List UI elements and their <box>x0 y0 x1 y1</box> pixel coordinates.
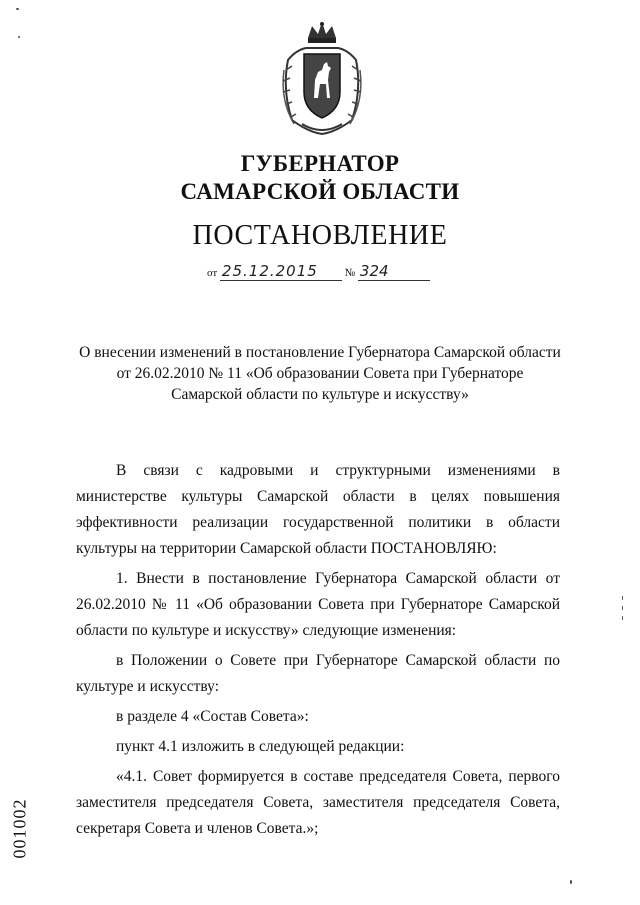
body-paragraph-section: в разделе 4 «Состав Совета»: <box>116 708 309 725</box>
body-paragraph-preamble: В связи с кадровыми и структурными изменениями в министерстве культуры Самарской области в целях повышения эффективности реализации государственной политики в области культуры на территории Самарской области ПОСТАНОВЛЯЮ: <box>76 462 560 557</box>
handwritten-date: 25.12.2015 <box>220 262 342 281</box>
scan-speck <box>570 880 572 884</box>
date-label: от <box>207 267 218 279</box>
subject-line-3: Самарской области по культуре и искусству» <box>171 386 469 403</box>
date-number-line <box>207 262 430 281</box>
number-label: № <box>344 267 356 279</box>
samara-coat-of-arms-icon <box>278 20 366 138</box>
body-paragraph-new-text: «4.1. Совет формируется в составе председателя Совета, первого заместителя председателя Совета, заместителя председателя Совета, секретаря Совета и членов Совета.»; <box>76 768 560 837</box>
side-document-code <box>9 790 52 870</box>
subject-line-1: О внесении изменений в постановление Губернатора Самарской области <box>79 344 561 361</box>
document-body <box>76 458 560 846</box>
scan-speck <box>18 36 20 38</box>
scan-speck <box>622 596 623 600</box>
body-paragraph-clause: пункт 4.1 изложить в следующей редакции: <box>116 738 405 755</box>
body-paragraph-item-1: 1. Внести в постановление Губернатора Самарской области от 26.02.2010 № 11 «Об образовании Совета при Губернаторе Самарской области по культуре и искусству» следующие изменения: <box>76 570 560 639</box>
body-paragraph-regulation: в Положении о Совете при Губернаторе Самарской области по культуре и искусству: <box>76 652 560 695</box>
document-type: ПОСТАНОВЛЕНИЕ <box>192 220 448 251</box>
scan-speck <box>622 606 623 610</box>
handwritten-number: 324 <box>358 262 430 281</box>
side-code-text: 001002 <box>9 798 30 859</box>
subject-line-2: от 26.02.2010 № 11 «Об образовании Совета при Губернаторе <box>116 365 524 382</box>
region-title: САМАРСКОЙ ОБЛАСТИ <box>180 179 460 204</box>
document-subject <box>72 342 568 405</box>
scan-speck <box>622 616 623 620</box>
scan-speck <box>16 8 19 10</box>
governor-title: ГУБЕРНАТОР <box>240 151 400 176</box>
